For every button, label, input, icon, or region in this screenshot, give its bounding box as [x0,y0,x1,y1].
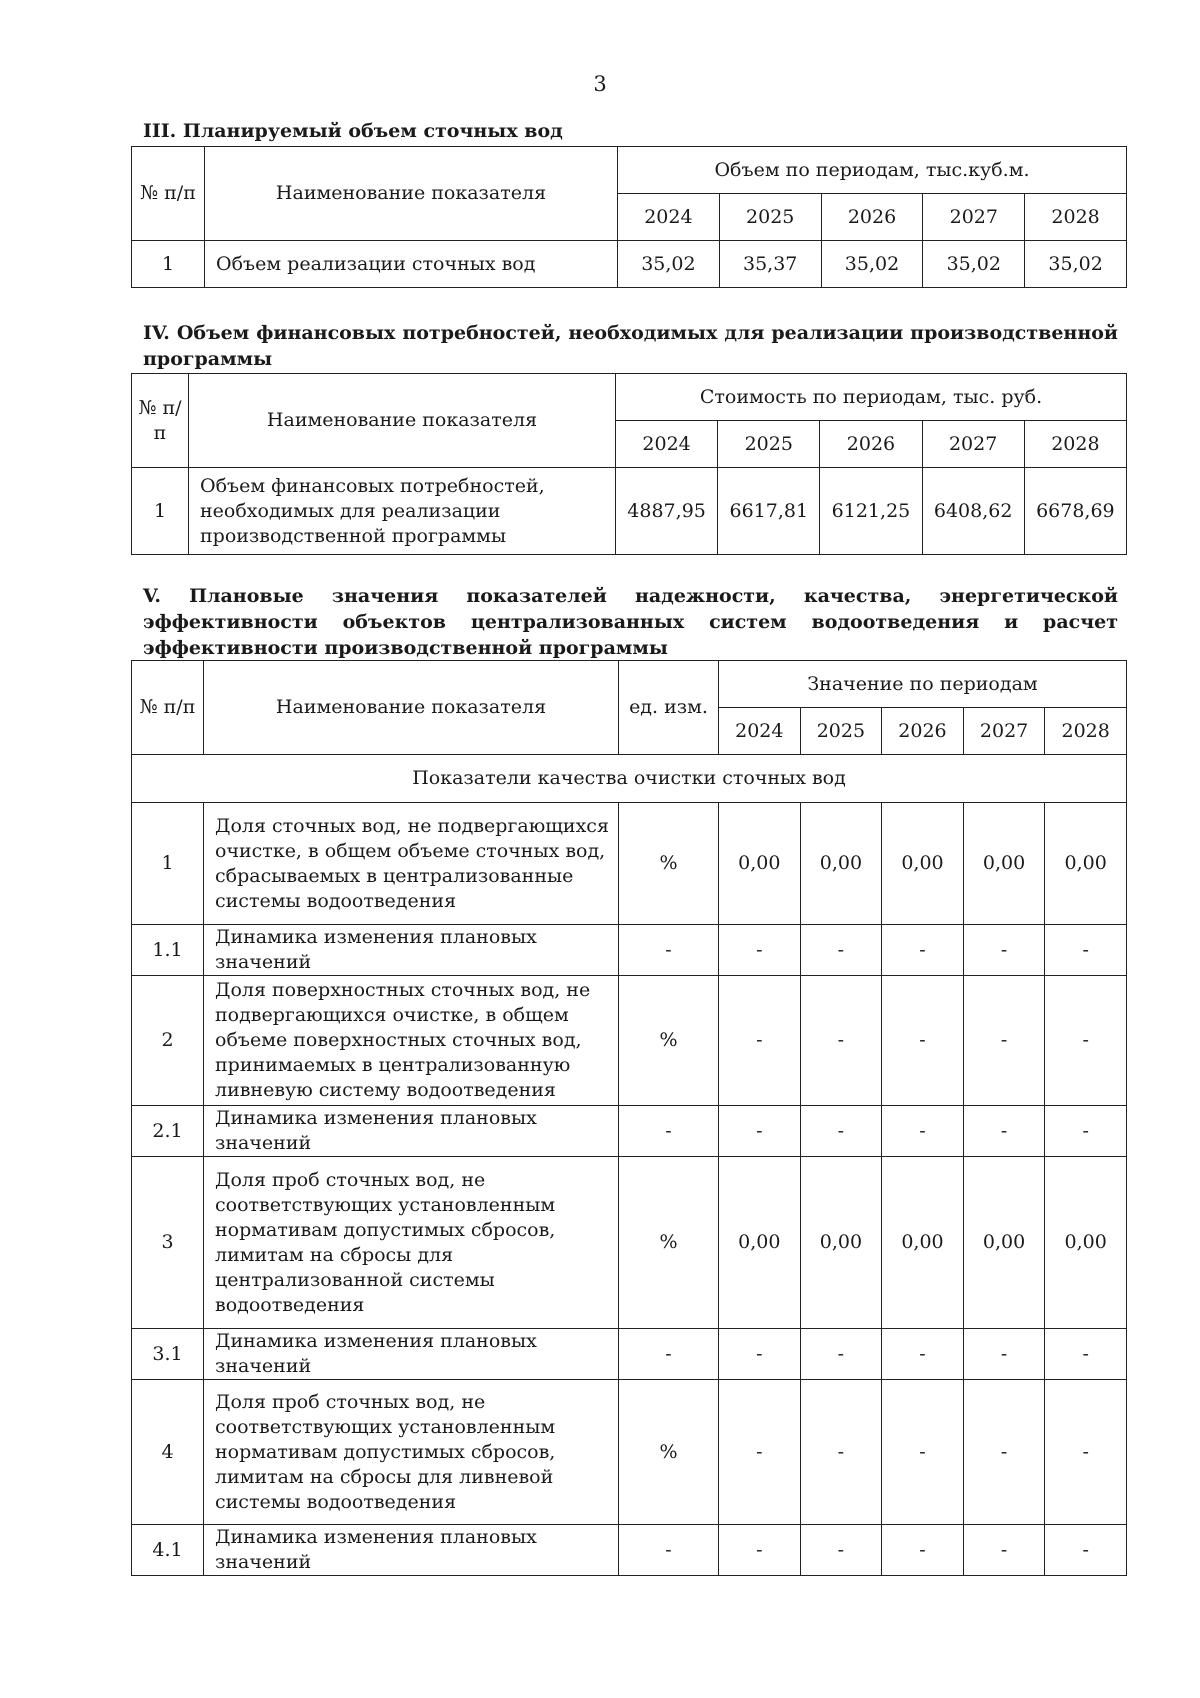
table-row [132,1157,1127,1329]
table-row [132,1106,1127,1157]
row-value: 0,00 [963,1157,1045,1329]
row-value: - [963,1380,1045,1525]
col-name-header: Наименование показателя [204,661,619,755]
row-value: - [800,1525,882,1576]
row-value: - [963,1329,1045,1380]
row-value: - [719,1380,801,1525]
row-no: 2 [132,976,204,1106]
col-name-header: Наименование показателя [205,147,618,241]
row-value: - [882,1329,964,1380]
row-name: Динамика изменения плановых значений [204,925,619,976]
section-5-title: V. Плановые значения показателей надежности, качества, энергетической эффективности объектов централизованных систем водоотведения и расчет эффективности производственной программы [143,585,1118,659]
row-value: - [800,1329,882,1380]
table-row [132,468,1127,555]
row-value: - [719,1525,801,1576]
col-unit-header: ед. изм. [619,661,719,755]
table-row [132,976,1127,1106]
row-value: - [719,1106,801,1157]
year-header: 2027 [963,708,1045,755]
row-value: - [800,976,882,1106]
col-group-header: Объем по периодам, тыс.куб.м. [618,147,1127,194]
row-no: 3.1 [132,1329,204,1380]
subsection-header: Показатели качества очистки сточных вод [132,755,1127,803]
year-header: 2025 [718,421,820,468]
row-name: Доля проб сточных вод, не соответствующих установленным нормативам допустимых сбросов, лимитам на сбросы для ливневой системы водоотведения [204,1380,619,1525]
row-no: 4 [132,1380,204,1525]
row-value: - [882,1380,964,1525]
col-no-header: № п/п [132,374,189,468]
year-header: 2028 [1025,194,1127,241]
row-no: 2.1 [132,1106,204,1157]
row-value: - [882,1525,964,1576]
table-row [132,1380,1127,1525]
year-header: 2026 [821,194,923,241]
row-name: Доля сточных вод, не подвергающихся очистке, в общем объеме сточных вод, сбрасываемых в централизованные системы водоотведения [204,803,619,925]
row-no: 3 [132,1157,204,1329]
row-value: - [719,925,801,976]
section-3-title: III. Планируемый объем сточных вод [143,120,563,142]
row-value: 35,02 [821,241,923,288]
row-value: - [1045,976,1127,1106]
table-row [132,1525,1127,1576]
row-no: 4.1 [132,1525,204,1576]
row-name: Доля поверхностных сточных вод, не подвергающихся очистке, в общем объеме поверхностных сточных вод, принимаемых в централизованную ливневую систему водоотведения [204,976,619,1106]
financial-needs-table [131,373,1127,555]
table-row [132,1329,1127,1380]
section-4-title: IV. Объем финансовых потребностей, необходимых для реализации производственной программы [143,322,1118,370]
year-header: 2025 [719,194,821,241]
row-value: - [1045,925,1127,976]
row-value: 0,00 [1045,1157,1127,1329]
row-unit: % [619,1157,719,1329]
col-no-header: № п/п [132,147,205,241]
year-header: 2027 [922,421,1024,468]
row-value: 6408,62 [922,468,1024,555]
row-unit: % [619,803,719,925]
row-unit: - [619,1525,719,1576]
row-value: 0,00 [882,1157,964,1329]
row-name: Динамика изменения плановых значений [204,1106,619,1157]
row-value: 0,00 [719,803,801,925]
row-value: 35,02 [618,241,720,288]
year-header: 2026 [882,708,964,755]
col-no-header: № п/п [132,661,204,755]
row-value: 35,37 [719,241,821,288]
row-value: 4887,95 [616,468,718,555]
page-number: 3 [593,72,607,96]
row-value: - [800,1380,882,1525]
year-header: 2024 [719,708,801,755]
row-no: 1 [132,803,204,925]
row-value: 35,02 [1025,241,1127,288]
row-unit: % [619,1380,719,1525]
row-value: 6121,25 [820,468,922,555]
row-value: 0,00 [800,1157,882,1329]
row-value: 0,00 [1045,803,1127,925]
row-no: 1 [132,468,189,555]
row-unit: - [619,1106,719,1157]
wastewater-volume-table [131,146,1127,288]
row-value: - [719,1329,801,1380]
row-no: 1 [132,241,205,288]
row-value: 0,00 [963,803,1045,925]
year-header: 2024 [616,421,718,468]
row-value: 0,00 [882,803,964,925]
row-name: Объем финансовых потребностей, необходимых для реализации производственной программы [189,468,616,555]
row-value: - [1045,1106,1127,1157]
row-value: 0,00 [719,1157,801,1329]
col-name-header: Наименование показателя [189,374,616,468]
year-header: 2024 [618,194,720,241]
year-header: 2026 [820,421,922,468]
row-value: 0,00 [800,803,882,925]
row-value: - [1045,1525,1127,1576]
row-value: 6678,69 [1024,468,1126,555]
row-value: - [1045,1329,1127,1380]
row-value: 6617,81 [718,468,820,555]
table-row [132,803,1127,925]
table-row [132,925,1127,976]
col-group-header: Стоимость по периодам, тыс. руб. [616,374,1127,421]
row-name: Объем реализации сточных вод [205,241,618,288]
row-value: - [1045,1380,1127,1525]
row-value: - [963,925,1045,976]
table-row [132,241,1127,288]
year-header: 2028 [1024,421,1126,468]
row-value: - [963,976,1045,1106]
row-name: Динамика изменения плановых значений [204,1525,619,1576]
row-value: - [963,1106,1045,1157]
row-unit: - [619,1329,719,1380]
row-value: - [719,976,801,1106]
year-header: 2025 [800,708,882,755]
row-unit: - [619,925,719,976]
year-header: 2028 [1045,708,1127,755]
row-no: 1.1 [132,925,204,976]
row-value: - [882,976,964,1106]
row-value: - [800,925,882,976]
row-value: - [800,1106,882,1157]
row-value: 35,02 [923,241,1025,288]
row-value: - [882,925,964,976]
row-name: Динамика изменения плановых значений [204,1329,619,1380]
quality-indicators-table [131,660,1127,1576]
row-value: - [963,1525,1045,1576]
row-value: - [882,1106,964,1157]
row-unit: % [619,976,719,1106]
year-header: 2027 [923,194,1025,241]
row-name: Доля проб сточных вод, не соответствующих установленным нормативам допустимых сбросов, лимитам на сбросы для централизованной системы водоотведения [204,1157,619,1329]
col-group-header: Значение по периодам [719,661,1127,708]
